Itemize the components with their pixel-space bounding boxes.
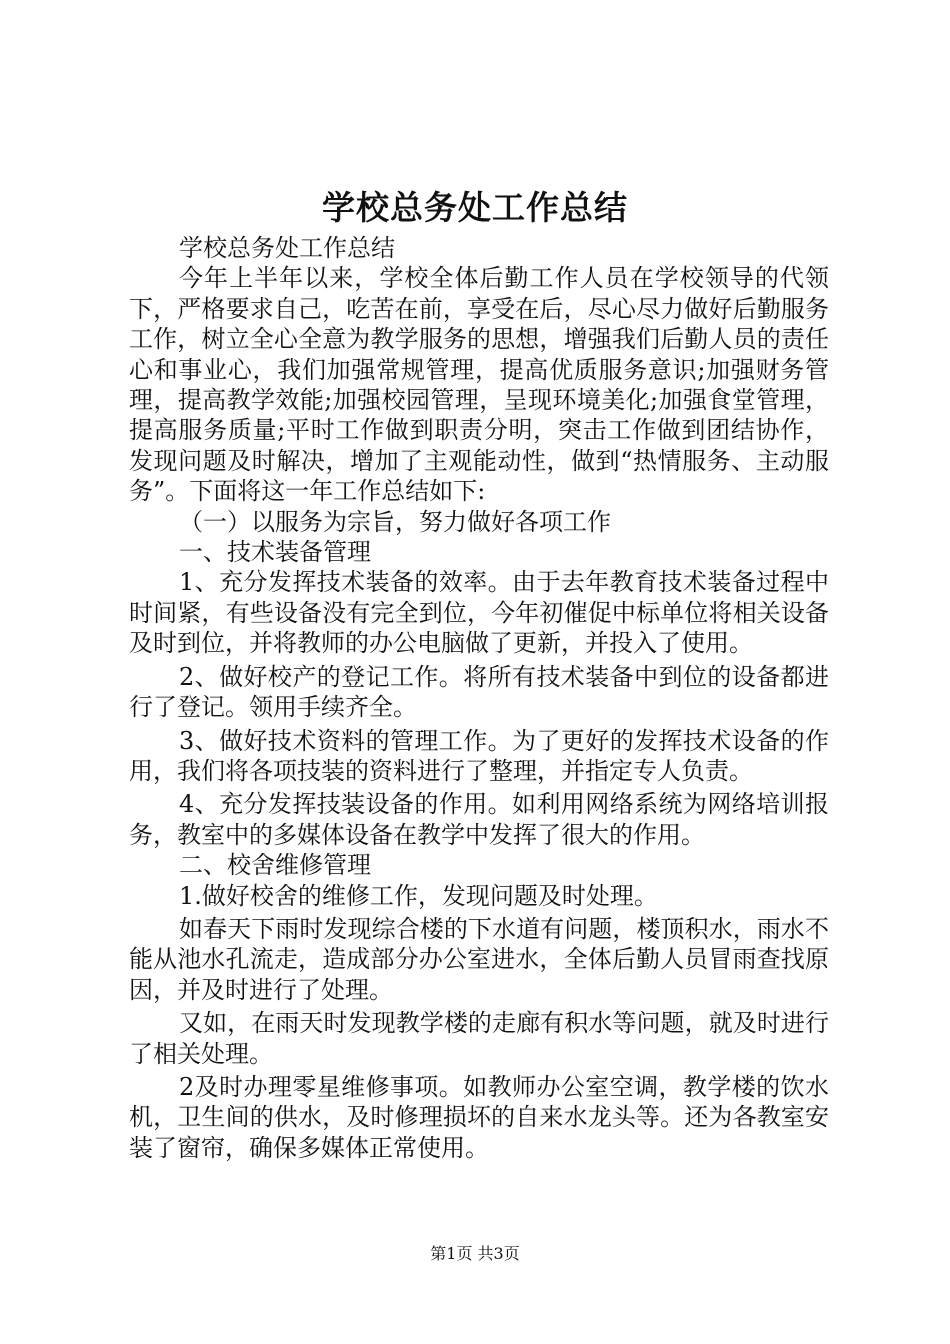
- document-body: [129, 233, 829, 1163]
- subtitle-paragraph: 学校总务处工作总结: [179, 234, 395, 262]
- section-heading-maintenance: 二、校舍维修管理: [179, 851, 371, 880]
- equipment-item-4: 4、充分发挥技装设备的作用。如利用网络系统为网络培训报务，教室中的多媒体设备在教学中发挥了很大的作用。: [129, 790, 829, 849]
- equipment-item-3: 3、做好技术资料的管理工作。为了更好的发挥技术设备的作用，我们将各项技装的资料进行了整理，并指定专人负责。: [129, 726, 829, 785]
- maintenance-item-1: 1.做好校舍的维修工作，发现问题及时处理。: [179, 881, 658, 910]
- equipment-item-2: 2、做好校产的登记工作。将所有技术装备中到位的设备都进行了登记。领用手续齐全。: [129, 662, 829, 722]
- intro-paragraph: 今年上半年以来，学校全体后勤工作人员在学校领导的代领下，严格要求自己，吃苦在前，享受在后，尽心尽力做好后勤服务工作，树立全心全意为教学服务的思想，增强我们后勤人员的责任心和事业心，我们加强常规管理，提高优质服务意识;加强财务管理，提高教学效能;加强校园管理，呈现环境美化;加强食堂管理，提高服务质量;平时工作做到职责分明，突击工作做到团结协作，发现问题及时解决，增加了主观能动性，做到“热情服务、主动服务”。下面将这一年工作总结如下:: [129, 264, 829, 506]
- section-heading-equipment: 一、技术装备管理: [179, 538, 371, 567]
- section-heading-service: （一）以服务为宗旨，努力做好各项工作: [179, 507, 611, 536]
- maintenance-example-1: 如春天下雨时发现综合楼的下水道有问题，楼顶积水，雨水不能从池水孔流走，造成部分办公室进水，全体后勤人员冒雨查找原因，并及时进行了处理。: [129, 914, 829, 1004]
- document-title: 学校总务处工作总结: [322, 188, 628, 227]
- maintenance-example-2: 又如，在雨天时发现教学楼的走廊有积水等问题，就及时进行了相关处理。: [129, 1009, 829, 1068]
- maintenance-item-2: 2及时办理零星维修事项。如教师办公室空调，教学楼的饮水机，卫生间的供水，及时修理损坏的自来水龙头等。还为各教室安装了窗帘，确保多媒体正常使用。: [129, 1072, 829, 1162]
- equipment-item-1: 1、充分发挥技术装备的效率。由于去年教育技术装备过程中时间紧，有些设备没有完全到位，今年初催促中标单位将相关设备及时到位，并将教师的办公电脑做了更新，并投入了使用。: [129, 568, 829, 658]
- page-number-footer: 第1页 共3页: [430, 1244, 520, 1263]
